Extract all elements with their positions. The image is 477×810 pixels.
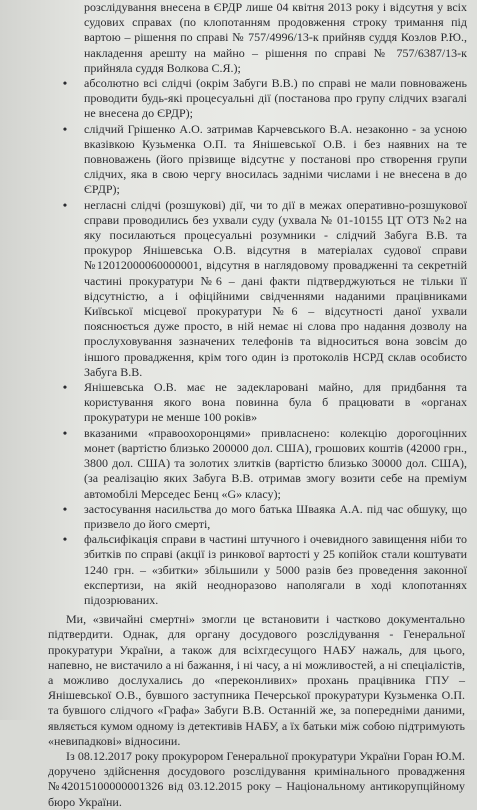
bullet-icon: • (62, 380, 68, 395)
list-item (0, 532, 467, 608)
bullet-icon: • (62, 76, 68, 91)
bullet-icon: • (62, 501, 68, 516)
list-item (0, 198, 467, 380)
list-item-text: абсолютно всі слідчі (окрім Забуги В.В.) по справі не мали повноважень проводити будь-які процесуальні дії (постанова про групу слідчих взагалі не внесена до ЄРДР); (84, 76, 467, 121)
bullet-icon: • (62, 425, 68, 440)
list-item-text: розслідування внесена в ЄРДР лише 04 квітня 2013 року і відсутня у всіх судових справах (по клопотанням продовження строку тримання під вартою – рішення по справі № 757/4996/13-к прийняв суддя Козлов Р.Ю., накладення арешту на майно – рішення по справі № 757/6387/13-к прийняла суддя Волкова С.Я.); (84, 0, 467, 75)
list-item (0, 426, 467, 502)
list-item-text: фальсифікація справи в частині штучного і очевидного завищення ніби то збитків по справі (акції із ринкової вартості у 25 копійок стали коштувати 1240 грн. – «збитки» збільшили у 5000 разів без проведення законної експертизи, на якій неодноразово наполягали в ході клопотаннях підозрюваних. (84, 532, 467, 607)
list-item (0, 0, 467, 76)
body-paragraph: Ми, «звичайні смертні» змогли це встановити і частково документально підтвердити. Однак, для органу досудового розслідування - Генеральної прокуратури України, а також для всіхгдесущого НАБУ нажаль, для цього, напевно, не вистачило а ні бажання, і ні часу, а ні можливостей, а ні спеціалістів, а можливо дослухались до «переконливих» прохань працівника ГПУ – Янішевської О.В., бувшого заступника Печерської прокуратури Кузьменка О.П. та бувшого слідчого «Графа» Забуги В.В. Останній же, за попередніми даними, являється кумом одному із детективів НАБУ, а їх батьки між собою підтримують «невипадкові» відносини. (48, 612, 465, 748)
bullet-icon: • (62, 121, 68, 136)
list-item-text: негласні слідчі (розшукові) дії, чи то дії в межах оперативно-розшукової справи проводились без ухвали суду (ухвала № 01-10155 ЦТ ОТЗ №2 на яку посилаються процесуальні розумники - слідчий Забуга В.В. та прокурор Янішевська О.В. відсутня в матеріалах судової справи №12012000060000001, відсутня в наглядовому провадженні та секретній частині прокуратури №6 – дані факти підтверджуються не тільки її відсутністю, а і офіційними свідченнями наданими працівниками Київської місцевої прокуратури №6 – відсутності даної ухвали пояснюється дуже просто, в ній немає ні слова про надання дозволу на прослуховування зазначених телефонів та відноситься вона зовсім до іншого провадження, крім того один із протоколів НСРД склав особисто Забуга В.В. (84, 197, 467, 379)
list-item (0, 122, 467, 198)
list-item (0, 76, 467, 122)
body-paragraph: Із 08.12.2017 року прокурором Генеральної прокуратури України Горан Ю.М. доручено здійснення досудового розслідування кримінального провадження №42015100000001326 від 03.12.2015 року – Національному антикорупційному бюро України. (48, 748, 465, 809)
list-item-text: вказаними «правоохоронцями» привласнено: колекцію дорогоцінних монет (вартістю близько 200000 дол. США), грошових коштів (42000 грн., 3800 дол. США) та золотих злитків (вартістю близько 30000 дол. США), (за реалізацію яких Забуга В.В. отримав змогу возити себе на преміум автомобілі Мерседес Бенц «G» класу); (84, 425, 467, 501)
list-item (0, 502, 467, 532)
list-item-text: застосування насильства до мого батька Шваяка А.А. під час обшуку, що призвело до його смерті, (84, 501, 467, 531)
list-item-text: слідчий Грішенко А.О. затримав Карчевського В.А. незаконно - за усною вказівкою Кузьменка О.П. та Янішевської О.В. і без наявних на те повноважень (його прізвище відсутнє у постанові про створення групи слідчих, яка в свою чергу вносилась задніми числами і не внесена в до ЄРДР); (84, 121, 467, 197)
list-item-text: Янішевська О.В. має не задекларовані майно, для придбання та користування якого вона повинна була б працювати в «органах прокуратури не менше 100 років» (84, 380, 467, 425)
list-item (0, 380, 467, 426)
bullet-icon: • (62, 197, 68, 212)
bullet-icon: • (62, 532, 68, 547)
